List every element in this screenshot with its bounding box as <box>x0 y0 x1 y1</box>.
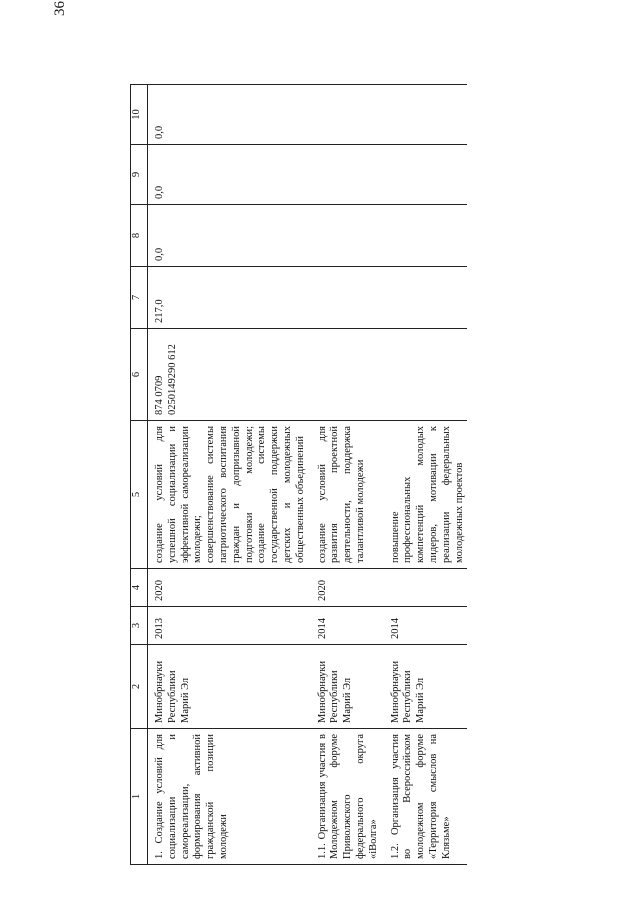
col-header-9: 9 <box>131 145 148 205</box>
amount-cell-9 <box>309 145 382 205</box>
amount-cell-8 <box>382 205 468 267</box>
col-header-2: 2 <box>131 645 148 729</box>
rotated-table-container <box>130 85 630 865</box>
col-header-7: 7 <box>131 267 148 329</box>
budget-code-cell: 874 0709 0250149290 612 <box>148 329 309 421</box>
expected-result-cell: повышение профессиональных компетенций молодых лидеров, мотивации к реализации федеральных молодежных проектов <box>382 421 468 569</box>
amount-cell-10: 0,0 <box>148 85 309 145</box>
table-row <box>382 85 468 865</box>
col-header-1: 1 <box>131 729 148 865</box>
executor-cell: Минобрнауки Республики Марий Эл <box>382 645 468 729</box>
amount-cell-9: 0,0 <box>148 145 309 205</box>
amount-cell-8 <box>309 205 382 267</box>
amount-cell-7 <box>382 267 468 329</box>
program-table <box>130 84 467 865</box>
col-header-3: 3 <box>131 607 148 645</box>
amount-cell-10 <box>309 85 382 145</box>
expected-result-cell: создание условий для развития проектной деятельности, поддержка талантливой молодежи <box>309 421 382 569</box>
table-row <box>148 85 309 865</box>
measure-name-cell: 1.2. Организация участия во Всероссийском молодежном форуме «Территория смыслов на Клязьме» <box>382 729 468 865</box>
col-header-8: 8 <box>131 205 148 267</box>
col-header-10: 10 <box>131 85 148 145</box>
col-header-6: 6 <box>131 329 148 421</box>
measure-name-cell: 1. Создание условий для социализации и самореализации, формирования активной гражданской позиции молодежи <box>148 729 309 865</box>
amount-cell-8: 0,0 <box>148 205 309 267</box>
amount-cell-7: 217,0 <box>148 267 309 329</box>
budget-code-cell <box>309 329 382 421</box>
col-header-4: 4 <box>131 569 148 607</box>
executor-cell: Минобрнауки Республики Марий Эл <box>148 645 309 729</box>
start-year-cell: 2014 <box>309 607 382 645</box>
start-year-cell: 2013 <box>148 607 309 645</box>
end-year-cell <box>382 569 468 607</box>
page-number: 36 <box>52 1 68 16</box>
amount-cell-10 <box>382 85 468 145</box>
end-year-cell: 2020 <box>309 569 382 607</box>
executor-cell: Минобрнауки Республики Марий Эл <box>309 645 382 729</box>
amount-cell-7 <box>309 267 382 329</box>
table-row <box>309 85 382 865</box>
start-year-cell: 2014 <box>382 607 468 645</box>
measure-name-cell: 1.1. Организация участия в Молодежном форуме Приволжского федерального округа «iВолга» <box>309 729 382 865</box>
header-row <box>131 85 148 865</box>
amount-cell-9 <box>382 145 468 205</box>
end-year-cell: 2020 <box>148 569 309 607</box>
expected-result-cell: создание условий для успешной социализации и эффективной самореализации молодежи; совершенствование системы патриотического воспитания граждан и допризывной подготовки молодежи; создание системы государственной поддержки детских и молодежных общественных объединений <box>148 421 309 569</box>
budget-code-cell <box>382 329 468 421</box>
col-header-5: 5 <box>131 421 148 569</box>
